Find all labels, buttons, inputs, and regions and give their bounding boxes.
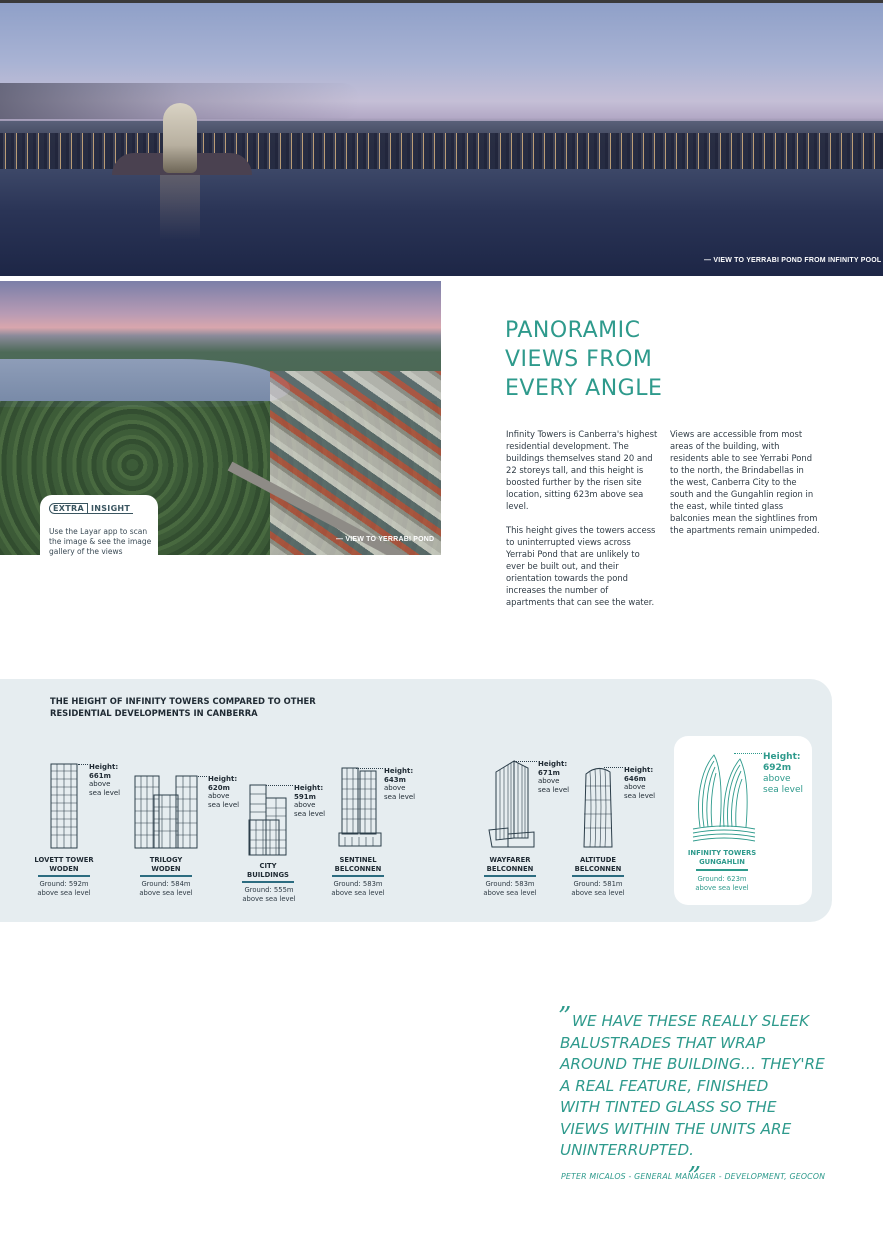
wayfarer-belconnen-icon bbox=[488, 760, 536, 848]
body-column-2 bbox=[670, 428, 820, 548]
headline-line: VIEWS FROM bbox=[505, 347, 653, 372]
building-name bbox=[564, 856, 632, 873]
name-underline bbox=[242, 881, 294, 883]
infinity-ground-label bbox=[684, 875, 760, 892]
height-label bbox=[89, 763, 120, 797]
body-paragraph: Views are accessible from most areas of the building, with residents able to see Yerrabi Pond to the north, the Brindabellas in the west, Canberra City to the south and the Gungahlin region in the east, while tinted glass balconies mean the sightlines from the apartments remain unimpeded. bbox=[670, 429, 820, 535]
height-leader bbox=[266, 785, 293, 786]
extra-insight-tag bbox=[49, 504, 133, 513]
sentinel-belconnen-icon bbox=[338, 767, 382, 847]
pull-quote bbox=[560, 1011, 840, 1162]
ground-label bbox=[322, 880, 394, 897]
height-leader bbox=[514, 761, 537, 762]
height-asl: sea level bbox=[763, 785, 804, 795]
extra-insight-tag-part2: INSIGHT bbox=[88, 504, 133, 514]
ground-label bbox=[234, 886, 304, 903]
ground-line: above sea level bbox=[571, 888, 625, 897]
building-name bbox=[236, 862, 300, 879]
height-leader bbox=[356, 768, 383, 769]
height-leader bbox=[78, 764, 88, 765]
height-asl: sea level bbox=[624, 791, 656, 800]
height-label bbox=[208, 775, 239, 809]
infinity-height-label bbox=[763, 752, 803, 796]
extra-insight-text: Use the Layar app to scan the image & see the image gallery of the views bbox=[49, 527, 152, 556]
body-paragraph: This height gives the towers access to uninterrupted views across Yerrabi Pond that are unlikely to ever be built out, and their orientation towards the pond increases the number of apartments that can see the water. bbox=[506, 525, 656, 607]
building-name-line: GUNGAHLIN bbox=[699, 857, 745, 866]
building-name-line: ALTITUDE bbox=[579, 856, 617, 864]
lovett-tower-icon bbox=[50, 763, 78, 849]
height-asl: above bbox=[763, 774, 791, 784]
swimmer-reflection bbox=[160, 175, 200, 240]
height-label-key: Height: bbox=[208, 775, 238, 783]
body-paragraph: Infinity Towers is Canberra's highest residential development. The buildings themselves stand 20 and 22 storeys tall, and this height is boosted further by the risen site location, sitting 623m above sea level. bbox=[506, 429, 658, 511]
height-leader bbox=[604, 767, 623, 768]
altitude-belconnen-icon bbox=[582, 766, 614, 848]
building-name bbox=[32, 856, 96, 873]
infinity-towers-icon bbox=[692, 751, 756, 845]
height-asl: sea level bbox=[538, 785, 570, 794]
quote-line: WE HAVE THESE REALLY SLEEK bbox=[572, 1012, 810, 1030]
comparison-title bbox=[50, 695, 316, 719]
height-label bbox=[538, 760, 569, 794]
height-asl: above bbox=[384, 784, 406, 793]
ground-line: above sea level bbox=[695, 883, 749, 892]
infinity-building-name bbox=[684, 849, 760, 866]
ground-line: Ground: 584m bbox=[141, 880, 191, 888]
comparison-title-line: THE HEIGHT OF INFINITY TOWERS COMPARED TO OTHER bbox=[50, 696, 316, 706]
building-name-line: SENTINEL bbox=[339, 856, 377, 864]
ground-line: above sea level bbox=[37, 888, 91, 897]
height-value: 692m bbox=[763, 763, 792, 773]
quote-attribution: PETER MICALOS - GENERAL MANAGER - DEVELOPMENT, GEOCON bbox=[561, 1172, 826, 1181]
ground-line: Ground: 583m bbox=[333, 880, 383, 888]
height-value: 671m bbox=[538, 768, 560, 777]
extra-insight-tag-part1: EXTRA bbox=[49, 503, 88, 514]
open-quote-mark: ” bbox=[558, 1002, 572, 1032]
building-name-line: WODEN bbox=[151, 864, 181, 873]
height-asl: sea level bbox=[208, 800, 240, 809]
height-label-key: Height: bbox=[384, 767, 414, 775]
ground-line: Ground: 583m bbox=[485, 880, 535, 888]
quote-line: AROUND THE BUILDING… THEY'RE bbox=[560, 1055, 825, 1073]
ground-label bbox=[562, 880, 634, 897]
building-name-line: BUILDINGS bbox=[247, 870, 289, 879]
name-underline bbox=[140, 875, 192, 877]
height-label-key: Height: bbox=[89, 763, 119, 771]
building-name-line: INFINITY TOWERS bbox=[687, 849, 757, 857]
building-name-line: BELCONNEN bbox=[574, 864, 622, 873]
name-underline bbox=[38, 875, 90, 877]
ground-line: Ground: 592m bbox=[39, 880, 89, 888]
headline-line: PANORAMIC bbox=[505, 318, 641, 343]
height-asl: above bbox=[624, 783, 646, 792]
trilogy-woden-icon bbox=[134, 775, 198, 849]
height-leader bbox=[734, 753, 762, 754]
building-name-line: LOVETT TOWER bbox=[34, 856, 94, 864]
hero-caption: — VIEW TO YERRABI POND FROM INFINITY POOL bbox=[704, 257, 882, 264]
ground-line: above sea level bbox=[331, 888, 385, 897]
height-label bbox=[624, 766, 655, 800]
headline-line: EVERY ANGLE bbox=[505, 376, 663, 401]
building-name-line: TRILOGY bbox=[149, 856, 183, 864]
height-asl: sea level bbox=[384, 792, 416, 801]
ground-label bbox=[474, 880, 546, 897]
height-asl: above bbox=[208, 792, 230, 801]
ground-line: above sea level bbox=[483, 888, 537, 897]
quote-line: WITH TINTED GLASS SO THE bbox=[560, 1098, 777, 1116]
building-name bbox=[132, 856, 200, 873]
height-label-key: Height: bbox=[294, 784, 324, 792]
height-label bbox=[294, 784, 325, 818]
building-name bbox=[476, 856, 544, 873]
ground-line: Ground: 555m bbox=[244, 886, 294, 894]
quote-line: VIEWS WITHIN THE UNITS ARE bbox=[560, 1119, 792, 1138]
height-asl: above bbox=[538, 777, 560, 786]
building-name-line: BELCONNEN bbox=[334, 864, 382, 873]
name-underline bbox=[484, 875, 536, 877]
height-label bbox=[384, 767, 415, 801]
height-label-key: Height: bbox=[624, 766, 654, 774]
city-buildings-icon bbox=[248, 784, 288, 856]
quote-line: UNINTERRUPTED. bbox=[560, 1141, 694, 1159]
name-underline bbox=[572, 875, 624, 877]
height-value: 646m bbox=[624, 774, 646, 783]
swimmer-head bbox=[163, 103, 197, 173]
lake-caption: — VIEW TO YERRABI POND bbox=[336, 536, 435, 543]
height-asl: above bbox=[89, 780, 111, 789]
building-name-line: BELCONNEN bbox=[486, 864, 534, 873]
body-column-1 bbox=[506, 428, 658, 620]
height-value: 620m bbox=[208, 783, 230, 792]
close-quote-mark: „ bbox=[688, 1146, 702, 1176]
height-asl: sea level bbox=[89, 788, 121, 797]
pond-water bbox=[0, 359, 290, 407]
height-label-key: Height: bbox=[538, 760, 568, 768]
ground-label bbox=[132, 880, 200, 897]
quote-line: BALUSTRADES THAT WRAP bbox=[560, 1033, 766, 1052]
ground-label bbox=[30, 880, 98, 897]
name-underline bbox=[332, 875, 384, 877]
height-value: 591m bbox=[294, 792, 316, 801]
height-value: 643m bbox=[384, 775, 406, 784]
height-label-key: Height: bbox=[763, 752, 801, 762]
building-name bbox=[324, 856, 392, 873]
ground-line: Ground: 623m bbox=[697, 875, 747, 883]
building-name-line: WAYFARER bbox=[489, 856, 531, 864]
ground-line: Ground: 581m bbox=[573, 880, 623, 888]
height-value: 661m bbox=[89, 771, 111, 780]
height-asl: sea level bbox=[294, 809, 326, 818]
building-name-line: CITY bbox=[259, 862, 277, 870]
height-asl: above bbox=[294, 801, 316, 810]
page-headline bbox=[505, 316, 805, 403]
ground-line: above sea level bbox=[242, 894, 296, 903]
ground-line: above sea level bbox=[139, 888, 193, 897]
hero-photo-infinity-pool bbox=[0, 3, 883, 276]
building-name-line: WODEN bbox=[49, 864, 79, 873]
comparison-title-line: RESIDENTIAL DEVELOPMENTS IN CANBERRA bbox=[50, 708, 258, 718]
height-leader bbox=[198, 776, 207, 777]
name-underline bbox=[696, 869, 748, 871]
quote-line: A REAL FEATURE, FINISHED bbox=[560, 1076, 769, 1095]
